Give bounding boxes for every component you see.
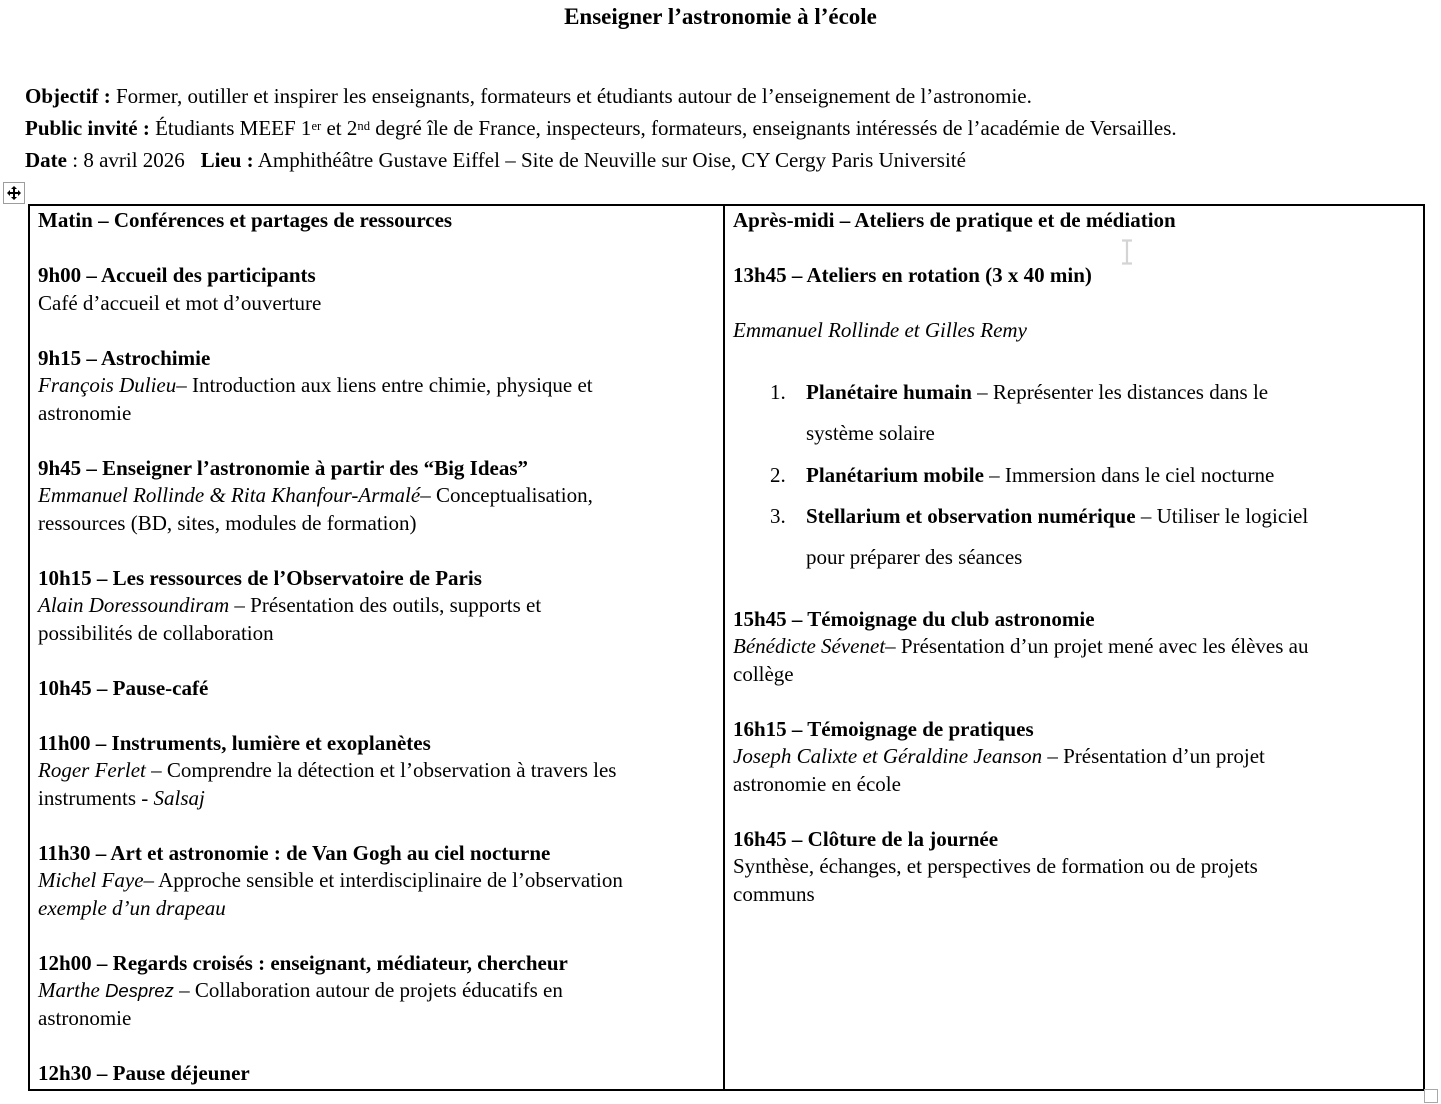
schedule-paragraph (38, 482, 719, 537)
text-run: Emmanuel Rollinde et Gilles Remy (733, 318, 1027, 342)
morning-column-content (38, 207, 719, 1087)
text-run: – Représenter les distances dans le (971, 380, 1269, 404)
text-run: 16h15 – Témoignage de pratiques (733, 716, 1034, 741)
text-run: Marthe (38, 978, 106, 1002)
text-run: Public invité : (25, 116, 156, 140)
list-item (733, 372, 1419, 455)
text-run: 9h15 – Astrochimie (38, 345, 211, 370)
blank-line (38, 537, 719, 565)
text-run: Joseph Calixte et Géraldine Jeanson (733, 744, 1043, 769)
schedule-paragraph (733, 606, 1419, 634)
list-number: 3. (770, 503, 786, 528)
blank-line (733, 235, 1419, 263)
schedule-paragraph (733, 743, 1419, 798)
text-run: Matin – Conférences et partages de ressources (38, 208, 453, 232)
text-run: nd (357, 119, 370, 134)
text-run: Lieu : (200, 148, 254, 172)
text-run: système solaire (806, 421, 935, 446)
text-run: 13h45 – Ateliers en rotation (3 x 40 min) (733, 263, 1092, 287)
schedule-paragraph (38, 372, 719, 427)
text-run: Étudiants MEEF 1 (155, 116, 312, 140)
text-run: communs (733, 881, 815, 906)
schedule-paragraph (38, 867, 719, 922)
list-number: 2. (770, 462, 786, 487)
text-run: Desprez (105, 980, 174, 1001)
text-run: Roger Ferlet (38, 758, 146, 782)
schedule-table (28, 204, 1425, 1091)
text-run: et 2 (321, 116, 358, 140)
text-run: Après-midi – Ateliers de pratique et de médiation (733, 208, 1176, 232)
text-run: 10h45 – Pause-café (38, 675, 209, 700)
text-run: degré île de France, inspecteurs, formateurs, enseignants intéressés de l’académie de Versailles. (369, 116, 1177, 140)
table-resize-handle[interactable] (1424, 1089, 1438, 1103)
text-run: 9h45 – Enseigner l’astronomie à partir des “Big Ideas” (38, 455, 529, 480)
afternoon-column-content (733, 207, 1419, 908)
text-run: Amphithéâtre Gustave Eiffel – Site de Neuville sur Oise, CY Cergy Paris Université (253, 148, 966, 172)
blank-line (733, 798, 1419, 826)
blank-line (38, 427, 719, 455)
schedule-paragraph (38, 950, 719, 978)
schedule-paragraph (38, 262, 719, 290)
text-run: Former, outiller et inspirer les enseignants, formateurs et étudiants autour de l’enseignement de l’astronomie. (115, 84, 1032, 108)
text-run: exemple d’un drapeau (38, 895, 226, 920)
schedule-paragraph (38, 840, 719, 868)
schedule-paragraph (38, 290, 719, 318)
intro-line-objectif (25, 80, 1430, 112)
schedule-paragraph (38, 977, 719, 1032)
text-run: 11h00 – Instruments, lumière et exoplanètes (38, 730, 431, 755)
text-run: Café d’accueil et mot d’ouverture (38, 290, 322, 315)
text-run: Michel Faye (38, 868, 144, 892)
schedule-paragraph (38, 592, 719, 647)
text-run: – Présentation d’un projet mené avec les élèves au (885, 634, 1309, 659)
text-run: Date (25, 148, 67, 172)
schedule-paragraph (38, 675, 719, 703)
schedule-paragraph (38, 345, 719, 373)
schedule-paragraph (38, 757, 719, 812)
document-title: Enseigner l’astronomie à l’école (564, 4, 877, 29)
list-item (733, 455, 1419, 496)
schedule-paragraph (38, 565, 719, 593)
text-run: Bénédicte Sévenet (733, 634, 886, 659)
blank-line (38, 812, 719, 840)
text-run: : 8 avril 2026 (66, 148, 201, 172)
text-run: – Conceptualisation, (420, 483, 593, 507)
text-run: – Présentation des outils, supports et (229, 593, 542, 617)
text-run: Planétarium mobile (806, 462, 984, 487)
blank-line (38, 317, 719, 345)
text-run: François Dulieu (38, 373, 177, 397)
blank-line (38, 1032, 719, 1060)
text-run: – Introduction aux liens entre chimie, physique et (176, 373, 593, 397)
blank-line (38, 235, 719, 263)
schedule-paragraph (38, 730, 719, 758)
schedule-paragraph (38, 1060, 719, 1088)
schedule-paragraph (733, 826, 1419, 854)
text-run: 11h30 – Art et astronomie : de Van Gogh au ciel nocturne (38, 840, 551, 865)
morning-column-cell[interactable] (29, 205, 724, 1090)
text-run: astronomie en école (733, 771, 901, 796)
schedule-paragraph (733, 633, 1419, 688)
schedule-paragraph (38, 207, 719, 235)
four-way-move-arrow-icon (7, 186, 21, 200)
text-run: collège (733, 661, 794, 686)
blank-line (733, 688, 1419, 716)
text-run: Salsaj (153, 785, 205, 810)
schedule-paragraph (38, 455, 719, 483)
blank-line (38, 922, 719, 950)
text-run: Synthèse, échanges, et perspectives de formation ou de projets (733, 854, 1258, 879)
text-run: – Immersion dans le ciel nocturne (983, 462, 1275, 487)
text-run: possibilités de collaboration (38, 620, 274, 645)
text-run: – Collaboration autour de projets éducatifs en (173, 978, 563, 1002)
blank-line (38, 702, 719, 730)
text-run: 9h00 – Accueil des participants (38, 263, 316, 287)
blank-line (733, 290, 1419, 318)
schedule-paragraph (733, 262, 1419, 290)
intro-block (25, 80, 1430, 176)
blank-line (733, 578, 1419, 606)
text-run: astronomie (38, 400, 132, 425)
text-run: er (311, 119, 322, 134)
intro-line-public-invite (25, 112, 1430, 144)
text-run: – Approche sensible et interdisciplinaire de l’observation (143, 868, 623, 892)
text-run: 10h15 – Les ressources de l’Observatoire de Paris (38, 565, 482, 590)
list-item (733, 496, 1419, 579)
table-move-handle[interactable] (3, 182, 25, 204)
text-run: 12h00 – Regards croisés : enseignant, médiateur, chercheur (38, 950, 568, 975)
text-run: – Comprendre la détection et l’observation à travers les (145, 758, 617, 782)
intro-line-date-lieu (25, 144, 1430, 176)
text-run: Planétaire humain (806, 380, 972, 404)
blank-line (38, 647, 719, 675)
text-run: Emmanuel Rollinde & Rita Khanfour-Armalé (38, 483, 421, 507)
text-run: astronomie (38, 1005, 132, 1030)
text-run: Objectif : (25, 84, 116, 108)
text-run: pour préparer des séances (806, 545, 1023, 569)
schedule-paragraph (733, 716, 1419, 744)
afternoon-column-cell[interactable] (724, 205, 1424, 1090)
text-run: ressources (BD, sites, modules de formation) (38, 510, 417, 535)
list-number: 1. (770, 380, 786, 404)
text-run: 15h45 – Témoignage du club astronomie (733, 606, 1095, 631)
text-run: 16h45 – Clôture de la journée (733, 826, 999, 851)
blank-line (733, 345, 1419, 373)
schedule-table-row (29, 205, 1424, 1090)
text-run: instruments - (38, 785, 154, 810)
text-run: – Présentation d’un projet (1042, 744, 1265, 769)
text-run: Stellarium et observation numérique (806, 503, 1136, 528)
schedule-paragraph (733, 317, 1419, 345)
text-run: Alain Doressoundiram (38, 593, 230, 617)
schedule-paragraph (733, 207, 1419, 235)
text-run: – Utiliser le logiciel (1135, 503, 1309, 528)
schedule-paragraph (733, 853, 1419, 908)
text-run: 12h30 – Pause déjeuner (38, 1060, 250, 1085)
